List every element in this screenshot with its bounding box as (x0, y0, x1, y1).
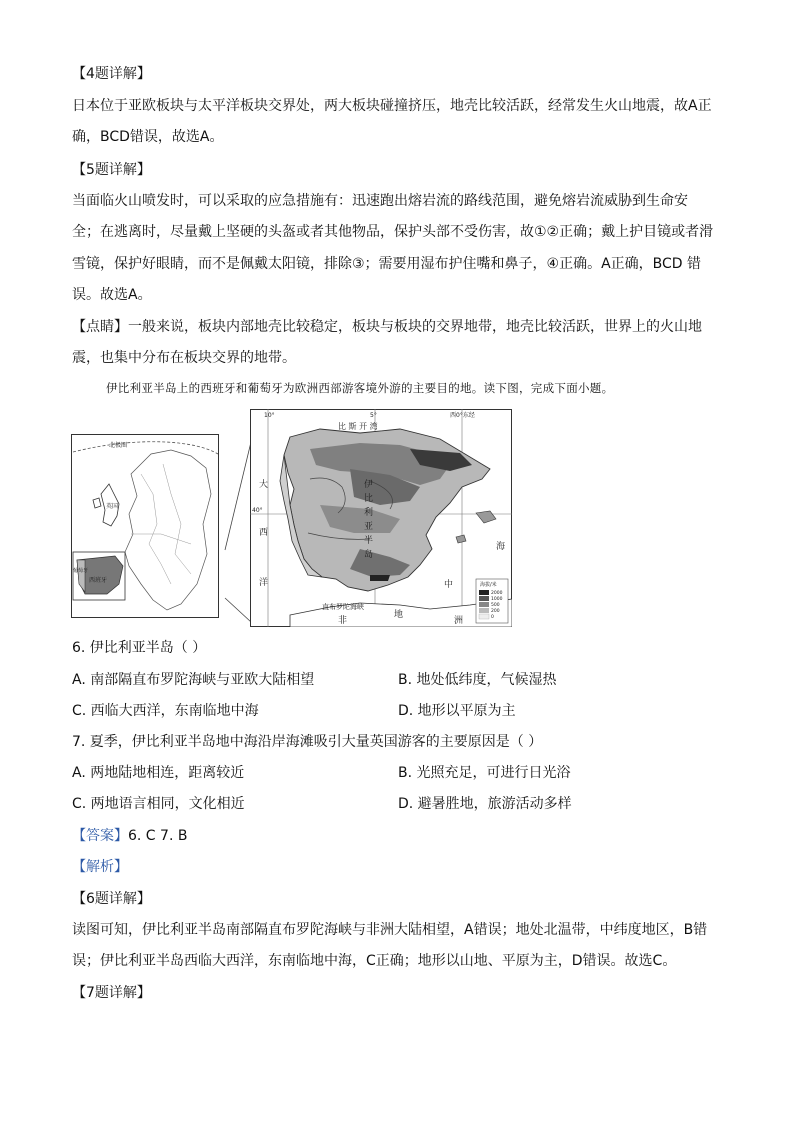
label-peninsula-5: 半 (364, 536, 374, 546)
label-biscay: 比 斯 开 湾 (338, 422, 378, 431)
inset-spain-label: 西班牙 (89, 577, 108, 584)
legend-value-4: 200 (491, 609, 500, 614)
label-peninsula-2: 比 (364, 494, 374, 504)
legend-value-3: 500 (491, 603, 500, 608)
inset-portugal-label: 葡萄牙 (73, 568, 89, 574)
q4-header: 【4题详解】 (72, 66, 151, 82)
q6-stem: 6. 伊比利亚半岛（ ） (72, 640, 207, 656)
inset-arctic-label: 北极圈 (109, 442, 128, 449)
q6-detail-line-1: 读图可知，伊比利亚半岛南部隔直布罗陀海峡与非洲大陆相望，A错误；地处北温带，中纬度地区，B错 (72, 922, 708, 938)
label-med-di: 地 (394, 610, 404, 620)
label-med-sea: 海 (496, 542, 506, 552)
q5-body-line-3: 雪镜，保护好眼睛，而不是佩戴太阳镜，排除③；需要用湿布护住嘴和鼻子，④正确。A正确，BCD 错 (72, 256, 702, 272)
label-africa-zhou: 洲 (454, 616, 464, 626)
q6-option-d: D. 地形以平原为主 (398, 703, 516, 719)
legend-value-5: 0 (491, 615, 494, 620)
answer-text: 6. C 7. B (128, 828, 188, 844)
q7-detail-header: 【7题详解】 (72, 985, 151, 1001)
label-africa-fei: 非 (338, 616, 348, 626)
label-atlantic-3: 洋 (259, 578, 269, 588)
q6-option-c: C. 西临大西洋，东南临地中海 (72, 703, 259, 719)
label-lon10: 10° (264, 412, 275, 419)
q4-body-line-2: 确，BCD错误，故选A。 (72, 129, 224, 145)
q6-detail-line-2: 误；伊比利亚半岛西临大西洋，东南临地中海，C正确；地形以山地、平原为主，D错误。故选C。 (72, 953, 677, 969)
q7-option-b: B. 光照充足，可进行日光浴 (398, 765, 571, 781)
label-lon5: 5° (370, 412, 377, 419)
q6-detail-header: 【6题详解】 (72, 891, 151, 907)
q7-option-c: C. 两地语言相同，文化相近 (72, 796, 245, 812)
q5-header: 【5题详解】 (72, 162, 151, 178)
answer-label: 【答案】 (72, 828, 128, 844)
q6-option-b: B. 地处低纬度，气候湿热 (398, 672, 557, 688)
q6-option-a: A. 南部隔直布罗陀海峡与亚欧大陆相望 (72, 672, 315, 688)
legend-title: 海拔/米 (480, 582, 497, 588)
label-lon0: 西0°东经 (450, 412, 475, 419)
europe-inset-map (71, 434, 219, 618)
q5-body-line-4: 误。故选A。 (72, 287, 152, 303)
label-atlantic-1: 大 (259, 480, 269, 490)
q4-body-line-1: 日本位于亚欧板块与太平洋板块交界处，两大板块碰撞挤压，地壳比较活跃，经常发生火山地震，故A正 (72, 98, 712, 114)
tip-label: 【点睛】 (72, 319, 128, 335)
label-atlantic-2: 西 (259, 528, 269, 538)
q5-body-line-2: 全；在逃离时，尽量戴上坚硬的头盔或者其他物品，保护头部不受伤害，故①②正确；戴上护目镜或者滑 (72, 224, 714, 240)
legend-value-1: 2000 (491, 591, 503, 596)
label-peninsula-4: 亚 (364, 522, 374, 532)
label-peninsula-3: 利 (364, 508, 374, 518)
label-peninsula-6: 岛 (364, 550, 374, 560)
q7-option-a: A. 两地陆地相连，距离较近 (72, 765, 245, 781)
label-med-zhong: 中 (444, 580, 454, 590)
iberia-relief-map (250, 409, 512, 627)
label-gibraltar: 直布罗陀海峡 (322, 603, 364, 611)
label-peninsula-1: 伊 (364, 480, 374, 490)
tip-line-1 (72, 317, 702, 337)
q5-body-line-1: 当面临火山喷发时，可以采取的应急措施有：迅速跑出熔岩流的路线范围，避免熔岩流威胁到生命安 (72, 193, 688, 209)
answer-line (72, 826, 187, 846)
q7-stem: 7. 夏季，伊比利亚半岛地中海沿岸海滩吸引大量英国游客的主要原因是（ ） (72, 734, 543, 750)
tip-text-1: 一般来说，板块内部地壳比较稳定，板块与板块的交界地带，地壳比较活跃，世界上的火山地 (128, 319, 702, 335)
q7-option-d: D. 避暑胜地，旅游活动多样 (398, 796, 572, 812)
tip-line-2: 震，也集中分布在板块交界的地带。 (72, 350, 296, 366)
analysis-label: 【解析】 (72, 859, 128, 875)
label-lat40: 40° (252, 507, 263, 514)
map-intro: 伊比利亚半岛上的西班牙和葡萄牙为欧洲西部游客境外游的主要目的地。读下图，完成下面小题。 (106, 381, 614, 395)
legend-value-2: 1000 (491, 597, 503, 602)
inset-uk-label: 英国 (106, 503, 119, 510)
